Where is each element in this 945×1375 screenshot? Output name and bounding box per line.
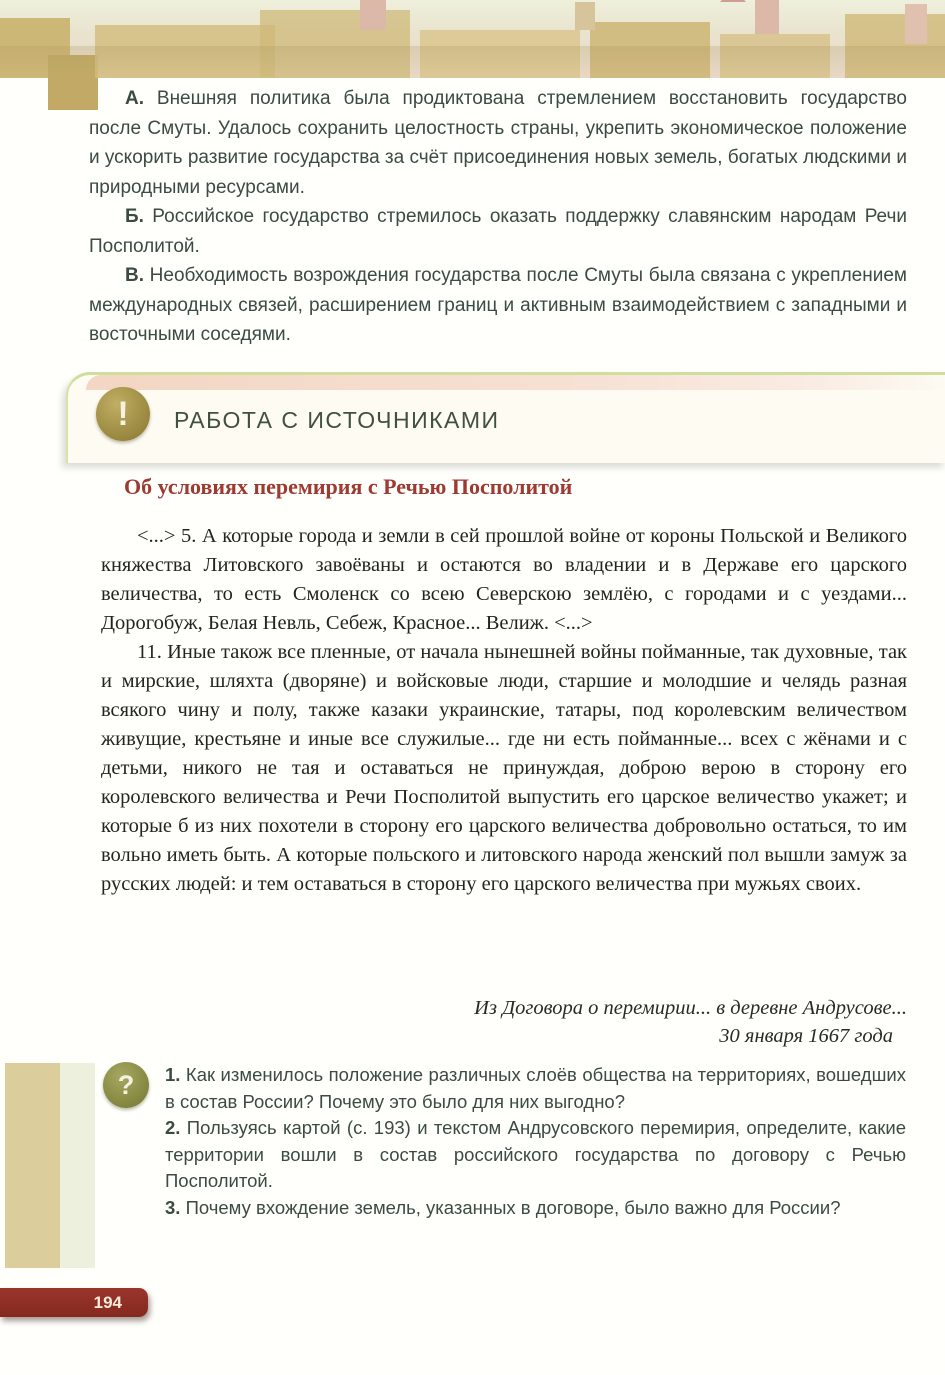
answer-options-block: [89, 84, 907, 350]
artwork-tower: [755, 0, 779, 34]
questions-block: [165, 1062, 906, 1221]
questions-margin-strip: [5, 1063, 60, 1268]
answer-text-a: Внешняя политика была продиктована стремлением восстановить государство после Смуты. Удалось сохранить целостность страны, укрепить экономическое положение и ускорить развитие государства за счёт присоединения новых земель, богатых людскими и природными ресурсами.: [89, 88, 907, 198]
artwork-tower: [575, 2, 595, 30]
sources-section-banner: [66, 372, 945, 463]
artwork-tower: [360, 0, 386, 30]
question-2-number: 2.: [165, 1117, 181, 1138]
section-title: РАБОТА С ИСТОЧНИКАМИ: [174, 407, 500, 433]
attribution-date: 30 января 1667 года: [719, 1025, 893, 1047]
banner-accent-strip: [86, 375, 945, 390]
question-glyph: ?: [117, 1069, 135, 1100]
answer-text-v: Необходимость возрождения государства после Смуты была связана с укреплением международных связей, расширением границ и активным взаимодействием с западными и восточными соседями.: [89, 265, 907, 345]
page-number: 194: [93, 1292, 122, 1312]
document-paragraph-11: 11. Иные також все пленные, от начала нынешней войны пойманные, так духовные, так и мирские, шляхта (дворяне) и войсковые люди, старшие и молодшие и челядь разная всякого чину и полу, также казаки украинские, татары, под королевским величеством живущие, крестьяне и иные все служилые... где ни есть пойманные... всех с жёнами и с детьми, никого не тая и оставаться не принуждая, доброю верою в сторону его королевского величества и Речи Посполитой выпустить его царское величество укажет; и которые б из них похотели в сторону его царского величества добровольно остаться, то им вольно иметь быть. А которые польского и литовского народа женский пол вышли замуж за русских людей: и тем оставаться в сторону его царского величества при мужьях своих.: [101, 641, 907, 895]
question-2-text: Пользуясь картой (с. 193) и текстом Андрусовского перемирия, определите, какие территории вошли в состав российского государства по договору с Речью Посполитой.: [165, 1117, 906, 1191]
answer-text-b: Российское государство стремилось оказать поддержку славянским народам Речи Посполитой.: [89, 206, 907, 257]
question-icon: [103, 1062, 149, 1108]
question-2: [165, 1115, 906, 1195]
question-3-number: 3.: [165, 1196, 181, 1218]
question-1-text: Как изменилось положение различных слоёв общества на территориях, вошедших в состав России? Почему это было для них выгодно?: [165, 1064, 906, 1112]
answer-label-a: А.: [125, 88, 144, 109]
header-artwork: [0, 0, 945, 78]
answer-option-v: [89, 261, 907, 350]
artwork-shade: [0, 46, 945, 78]
document-paragraph-5: <...> 5. А которые города и земли в сей прошлой войне от короны Польской и Великого княжества Литовского завоёваны и остаются во владении и в Державе его царского величества, то есть Смоленск со всею Северскою землёю, с городами и с уездами... Дорогобуж, Белая Невль, Себеж, Красное... Велиж. <...>: [101, 525, 907, 634]
question-3-text: Почему вхождение земель, указанных в договоре, было важно для России?: [180, 1196, 841, 1218]
answer-option-b: [89, 202, 907, 261]
artwork-tower: [905, 4, 927, 44]
attribution-source: Из Договора о перемирии... в деревне Андрусове...: [474, 997, 907, 1019]
document-heading: Об условиях перемирия с Речью Посполитой: [124, 474, 573, 499]
answer-option-a: [89, 84, 907, 202]
document-attribution: [300, 994, 907, 1050]
exclamation-glyph: !: [117, 395, 129, 433]
answer-label-v: В.: [125, 265, 144, 286]
exclamation-icon: [96, 387, 150, 441]
artwork-tower-roof: [720, 0, 746, 2]
document-body: [101, 522, 907, 899]
question-3: [165, 1195, 906, 1222]
answer-label-b: Б.: [125, 206, 144, 227]
questions-margin-strip-light: [60, 1063, 95, 1268]
question-1: [165, 1062, 906, 1115]
page-number-badge: [0, 1288, 148, 1317]
question-1-number: 1.: [165, 1064, 181, 1085]
